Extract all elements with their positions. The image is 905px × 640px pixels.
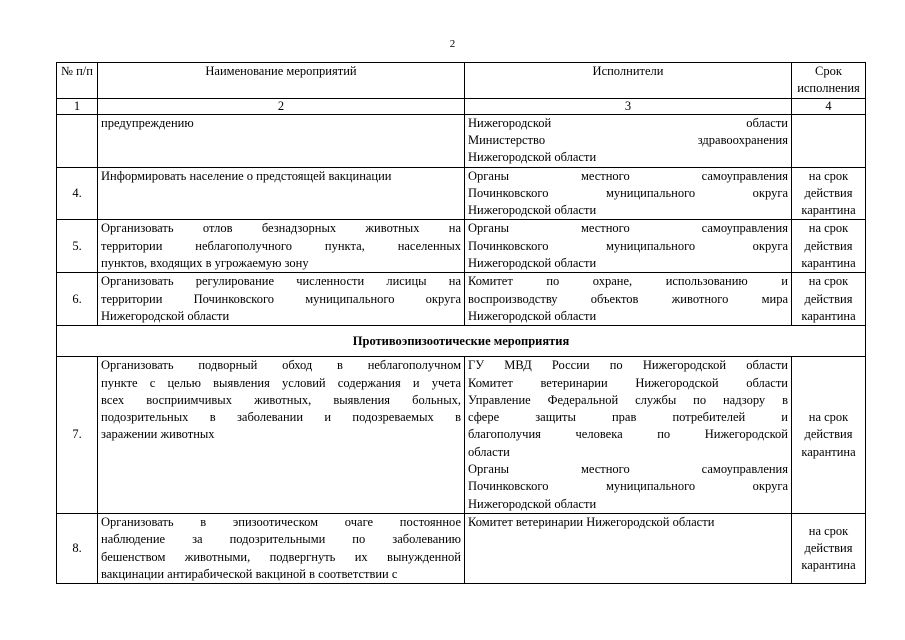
text-line: Нижегородской области <box>468 203 597 218</box>
text-line: Органы местного самоуправления <box>468 462 788 477</box>
text-line: бешенством животными, подвергнуть их вынужденной <box>101 549 461 564</box>
row-number: 6. <box>57 273 98 326</box>
text-line: подозрительных в заболевании и подозреваемых в <box>101 410 461 425</box>
text-line: области <box>468 444 510 459</box>
executor-cell <box>465 167 792 220</box>
text-line: вакцинации антирабической вакциной в соответствии с <box>101 566 398 581</box>
text-line: территории Починковского муниципального округа <box>101 291 461 306</box>
header-executors: Исполнители <box>465 63 792 99</box>
text-line: Органы местного самоуправления <box>468 168 788 183</box>
deadline-cell: на срок действия карантина <box>792 220 866 273</box>
text-line: Нижегородской области <box>468 115 788 130</box>
column-numbers-row <box>57 98 866 114</box>
measure-cell <box>98 357 465 514</box>
text-line: Организовать подворный обход в неблагополучном <box>101 358 461 373</box>
text-line: воспроизводству объектов животного мира <box>468 291 788 306</box>
column-number-4: 4 <box>792 98 866 114</box>
row-number <box>57 114 98 167</box>
table-header-row <box>57 63 866 99</box>
text-line: территории неблагополучного пункта, населенных <box>101 238 461 253</box>
column-number-2: 2 <box>98 98 465 114</box>
text-line: пункте с целью выявления условий содержания и учета <box>101 375 461 390</box>
text-line: Нижегородской области <box>101 308 230 323</box>
deadline-cell: на срок действия карантина <box>792 513 866 583</box>
row-number: 4. <box>57 167 98 220</box>
page-number: 2 <box>449 38 456 50</box>
text-line: Информировать население о предстоящей вакцинации <box>101 168 392 183</box>
section-title: Противоэпизоотические мероприятия <box>57 326 866 357</box>
text-line: пунктов, входящих в угрожаемую зону <box>101 256 309 271</box>
measure-cell <box>98 167 465 220</box>
text-line: заражении животных <box>101 427 215 442</box>
table-row <box>57 114 866 167</box>
row-number: 7. <box>57 357 98 514</box>
text-line: наблюдение за подозрительными по заболеванию <box>101 532 461 547</box>
executor-cell <box>465 220 792 273</box>
deadline-cell: на срок действия карантина <box>792 357 866 514</box>
text-line: благополучия человека по Нижегородской <box>468 427 788 442</box>
text-line: Нижегородской области <box>468 150 597 165</box>
text-line: Нижегородской области <box>468 496 597 511</box>
table-row <box>57 273 866 326</box>
row-number: 5. <box>57 220 98 273</box>
table-row <box>57 167 866 220</box>
text-line: Управление Федеральной службы по надзору в <box>468 392 788 407</box>
measure-cell <box>98 273 465 326</box>
text-line: Починковского муниципального округа <box>468 185 788 200</box>
header-measures: Наименование мероприятий <box>98 63 465 99</box>
measure-cell <box>98 513 465 583</box>
text-line: Комитет ветеринарии Нижегородской области <box>468 514 715 529</box>
text-line: Починковского муниципального округа <box>468 479 788 494</box>
text-line: Комитет по охране, использованию и <box>468 274 788 289</box>
executor-cell <box>465 357 792 514</box>
header-deadline: Срок исполнения <box>792 63 866 99</box>
text-line: Организовать регулирование численности лисицы на <box>101 274 461 289</box>
text-line: Нижегородской области <box>468 308 597 323</box>
text-line: Починковского муниципального округа <box>468 238 788 253</box>
deadline-cell <box>792 114 866 167</box>
measure-cell: предупреждению <box>98 114 465 167</box>
deadline-cell: на срок действия карантина <box>792 167 866 220</box>
deadline-cell: на срок действия карантина <box>792 273 866 326</box>
table-row <box>57 513 866 583</box>
section-row <box>57 326 866 357</box>
measure-cell <box>98 220 465 273</box>
executor-cell <box>465 114 792 167</box>
table-row <box>57 220 866 273</box>
column-number-3: 3 <box>465 98 792 114</box>
text-line: Организовать отлов безнадзорных животных на <box>101 221 461 236</box>
text-line: Нижегородской области <box>468 256 597 271</box>
table-row <box>57 357 866 514</box>
column-number-1: 1 <box>57 98 98 114</box>
executor-cell <box>465 273 792 326</box>
row-number: 8. <box>57 513 98 583</box>
header-number: № п/п <box>57 63 98 99</box>
text-line: сфере защиты прав потребителей и <box>468 410 788 425</box>
text-line: всех восприимчивых животных, выявления больных, <box>101 392 461 407</box>
text-line: Министерство здравоохранения <box>468 132 788 147</box>
text-line: Комитет ветеринарии Нижегородской области <box>468 375 788 390</box>
text-line: ГУ МВД России по Нижегородской области <box>468 358 788 373</box>
executor-cell <box>465 513 792 583</box>
text-line: Органы местного самоуправления <box>468 221 788 236</box>
text-line: Организовать в эпизоотическом очаге постоянное <box>101 514 461 529</box>
measures-table <box>56 62 866 584</box>
